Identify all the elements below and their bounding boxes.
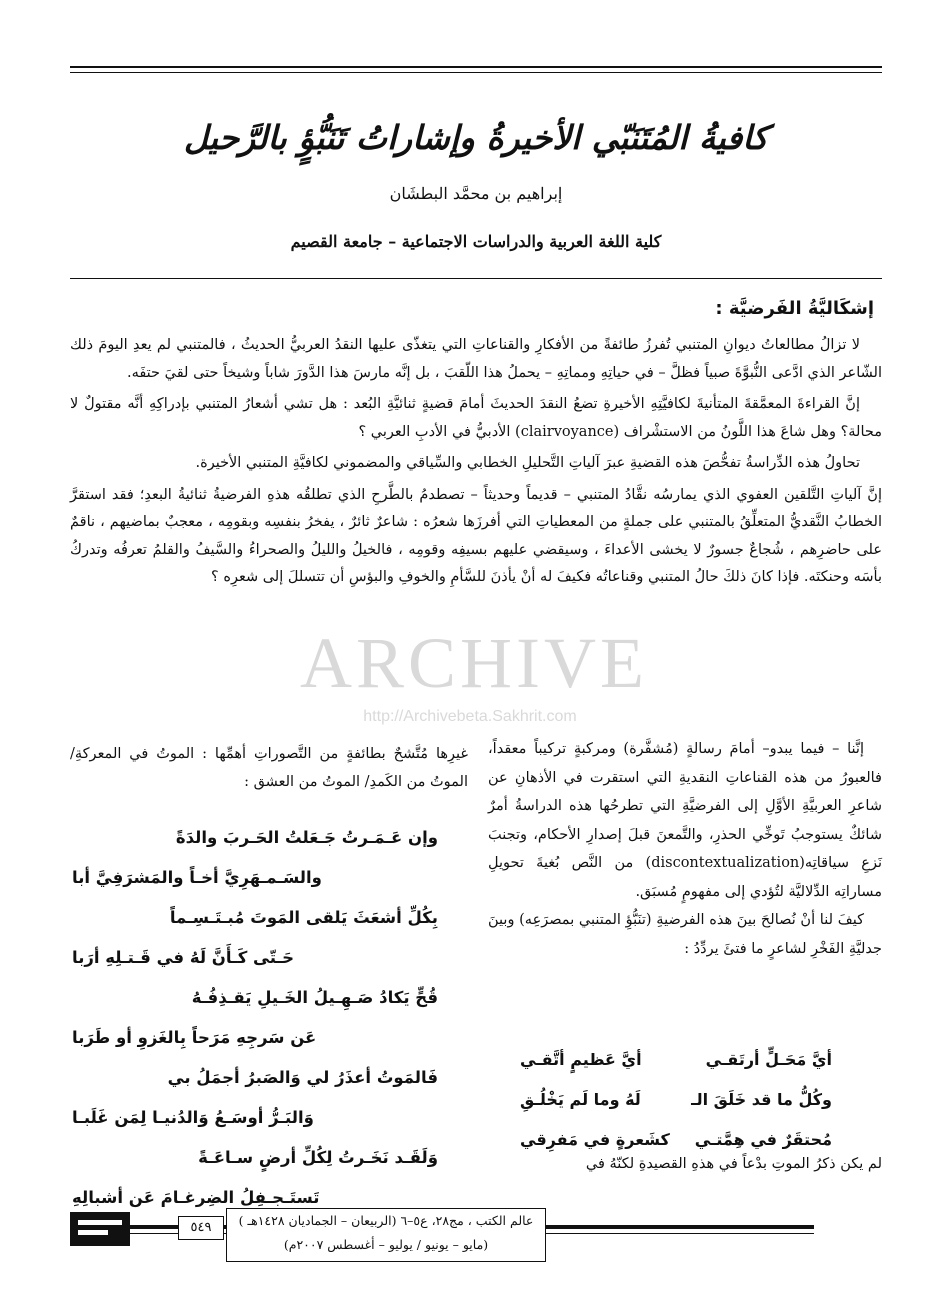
top-rule: [70, 66, 882, 68]
verse-second-hemistich: والسَـمـهَرِيَّ أخـاً والمَشرَفِيَّ أبا: [72, 868, 322, 887]
verse-first-hemistich: قُحٍّ يَكادُ صَـهِـيلُ الخَـيلِ يَقـذِفُـهُ: [191, 988, 438, 1007]
author-affiliation: كلية اللغة العربية والدراسات الاجتماعية – جامعة القصيم: [290, 232, 662, 251]
left-column-intro: غيرِها مُتَّشحٌ بطائفةٍ من التَّصوراتِ أهمِّها : الموتُ في المعركةِ/ الموتُ من الكَمدِ/ الموتُ من العشق :: [70, 746, 468, 790]
verse-second-hemistich: لَهُ وما لَم يَخْلُـقِ: [520, 1090, 641, 1109]
page-number: ٥٤٩: [178, 1216, 224, 1240]
watermark-url: http://Archivebeta.Sakhrit.com: [363, 708, 577, 725]
verse-line: [520, 1040, 832, 1080]
verse-first-hemistich: بِكُلِّ أشعَثَ يَلقى المَوتَ مُبـتَـسِـماً: [169, 908, 438, 927]
right-verse-block: [520, 1040, 832, 1160]
verse-first-hemistich: مُحتقَرٌ في هِمَّتـي: [694, 1130, 832, 1149]
paragraph: لا تزالُ مطالعاتُ ديوانِ المتنبي تُفرزُ طائفةً من الأفكارِ والقناعاتِ التي يتغذّى عليها النقدُ العربيُّ الحديثُ ، فالمتنبي لم يعدِ اليومَ ذلك الشّاعر الذي ادَّعى النُّبوَّةَ صبياً فظلَّ – في حياتِهِ ومماتِهِ – يحملُ هذا اللّقبَ ، بل إنَّه مارسَ هذا الدَّورَ شاباً وشيخاً حتى لقيَ حتفَه.: [70, 337, 882, 381]
paragraph: إنَّ القراءةَ المعمَّقةَ المتأنيةَ لكافيَّتِهِ الأخيرةِ تضعُ النقدَ الحديثَ أمامَ قضيةٍ ثنائيَّةِ البُعد : هل تشي أشعارُ المتنبي بإدراكِهِ أنَّه مقتولٌ لا محالة؟ وهل شاعَ هذا اللَّونُ من الاستشْراف (clairvoyance) الأدبيُّ في الأدبِ العربي ؟: [70, 396, 882, 440]
journal-citation-line: (مايو – يونيو / يوليو – أغسطس ٢٠٠٧م): [283, 1237, 489, 1252]
section-body: [70, 332, 882, 596]
verse-first-hemistich: وَلَقَـد نَخَـرتُ لِكُلِّ أرضٍ سـاعَـةً: [198, 1148, 438, 1167]
paragraph: إنَّ آلياتِ التَّلقين العفوي الذي يمارسُه نقَّادُ المتنبي – قديماً وحديثاً – تصطدمُ بالطَّرحِ الذي تطلقُه هذهِ الفرضيةُ ثنائيةُ البعدِ؛ فقد استقرَّ الخطابُ النَّقديُّ المتعلِّقُ بالمتنبي على جملةٍ من المعطياتِ التي أفرزَها شعرُه : شاعرٌ ثائرٌ ، يفخرُ بنفسِه وبقومِه ، معجبٌ بماضيهم ، ناقمٌ على حاضرِهم ، شُجاعٌ جسورٌ لا يخشى الأعداءَ ، وسيقضي عليهم بسيفِه وقومِه ، فالخيلُ والليلُ والصحراءُ والسَّيفُ والقلمُ تعرفُه وتدركُ بأسَه وحنكتَه. فإذا كانَ ذلكَ حالُ المتنبي وقناعاتُه فكيفَ له أنْ يأذنَ للسَّأمِ والخوفِ والبؤسِ أن تتسللَ إلى شعرِه ؟: [70, 486, 882, 585]
verse-first-hemistich: فَالمَوتُ أعذَرُ لي وَالصَبرُ أجمَلُ بي: [167, 1068, 438, 1087]
top-rule-thin: [70, 72, 882, 73]
paragraph: إنَّنا – فيما يبدو– أمامَ رسالةٍ (مُشفَّرة) ومركبةٍ تركيباً معقداً، فالعبورُ من هذه القناعاتِ النقديةِ التي استقرت في الأذهانِ عن شاعرِ العربيَّةِ الأوَّلِ إلى الفرضيَّةِ التي تطرحُها هذه الدراسةُ أمرٌ شائكٌ يستوجبُ تَوخِّي الحذرِ، والتَّمعنَ قبلَ إصدارِ الأحكام، وتجنبَ نَزعِ سياقاتِه(discontextualization) من النَّص بُغيةَ تحويلِ مساراتِه الدِّلاليَّة لتُؤدي إلى مفهومٍ مُسبَق.: [488, 741, 882, 900]
paragraph: كيفَ لنا أنْ نُصالحَ بينَ هذه الفرضيةِ (تنَبُّؤِ المتنبي بمصرَعِه) وبينَ جدليَّةِ الفَخْرِ لشاعرٍ ما فتئَ يردِّدُ :: [488, 912, 882, 957]
journal-citation-line: عالم الكتب ، مج٢٨، ع٥–٦ (الربيعان – الجماديان ١٤٢٨هـ ): [238, 1213, 534, 1228]
header-divider: [70, 278, 882, 279]
verse-second-hemistich: كشَعرةٍ في مَفرِقي: [520, 1130, 670, 1149]
verse-second-hemistich: وَالبَـرُّ أوسَـعُ وَالدُنيـا لِمَن غَلَبـا: [72, 1108, 314, 1127]
verse-first-hemistich: وكُلُّ ما قد خَلَقَ الـ: [691, 1090, 832, 1109]
paragraph: تحاولُ هذه الدِّراسةُ تفحُّصَ هذه القضيةِ عبرَ آلياتِ التَّحليلِ الخطابي والسِّياقي والمضموني لكافيَّةِ المتنبي الأخيرة.: [195, 455, 860, 471]
verse-first-hemistich: أيَّ مَحَـلٍّ أرتَقـي: [705, 1050, 832, 1069]
archive-watermark: [300, 608, 648, 738]
watermark-word: ARCHIVE: [300, 623, 648, 703]
verse-second-hemistich: أيَّ عَظيمٍ أتَّقـي: [520, 1050, 642, 1069]
article-title: كافيةُ المُتَنَبّي الأخيرةُ وإشاراتُ تَنَبُّؤٍ بالرَّحيل: [183, 118, 769, 157]
verse-first-hemistich: وإن عَـمَـرتُ جَـعَلتُ الحَـربَ والدَةً: [175, 828, 438, 847]
verse-second-hemistich: حَـتّى كَـأَنَّ لَهُ في قَـتـلِهِ أرَبا: [72, 948, 295, 967]
verse-line: [520, 1080, 832, 1120]
journal-logo-icon: [70, 1212, 130, 1246]
right-column-closing: لم يكن ذكرُ الموتِ بدْعاً في هذهِ القصيدةِ لكنّهُ في: [585, 1156, 882, 1172]
left-verse-block: [70, 818, 468, 1218]
right-column: [488, 735, 882, 963]
verse-second-hemistich: عَن سَرجِهِ مَرَحاً بِالغَزوِ أو طَرَبا: [72, 1028, 317, 1047]
section-heading: إشكَاليَّةُ الفَرضيَّة :: [715, 298, 874, 319]
verse-second-hemistich: تَستَـجـفِلُ الضِرغـامَ عَن أشبالِهِ: [72, 1188, 320, 1207]
journal-citation: [226, 1208, 546, 1262]
author-name: إبراهيم بن محمَّد البطشَان: [389, 184, 563, 203]
